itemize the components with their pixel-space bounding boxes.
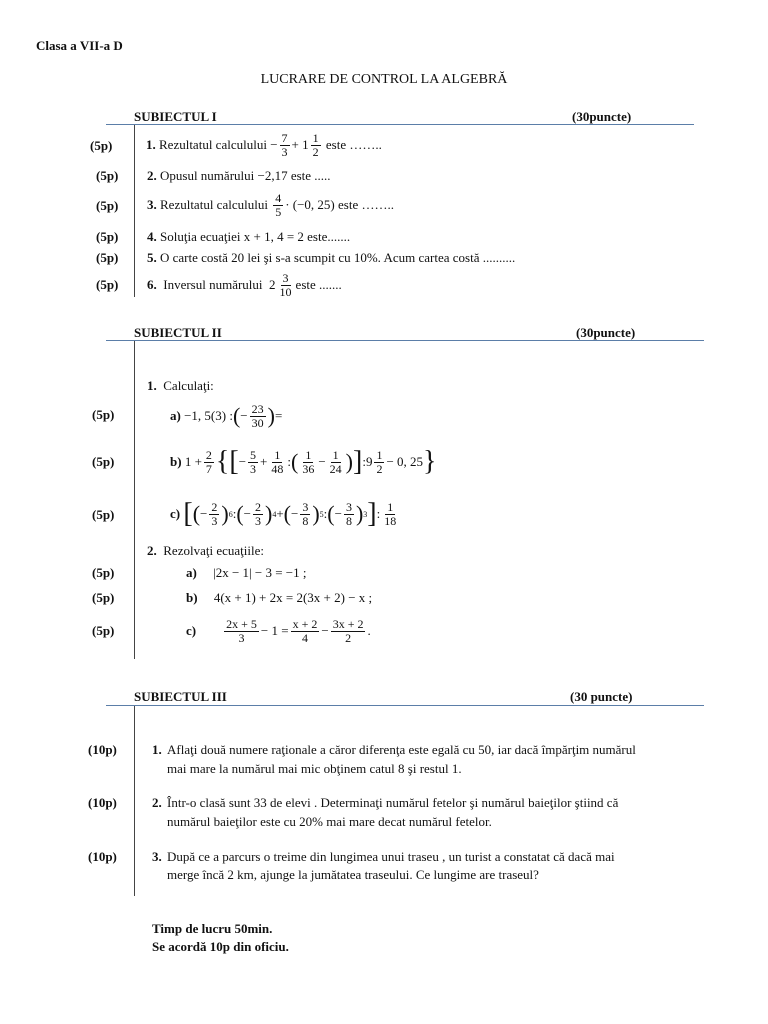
item-text: Rezultatul calculului xyxy=(160,197,268,212)
points-label: (5p) xyxy=(96,277,119,292)
section2-title: SUBIECTUL II xyxy=(134,325,222,340)
section2-divider xyxy=(106,340,704,341)
item-text: Rezultatul calculului xyxy=(159,137,267,152)
item-number: 4. xyxy=(147,229,157,244)
math-expr: −1, 5(3) : xyxy=(184,408,233,423)
fraction: $\frac{2}{7}$ xyxy=(205,447,212,476)
section1-title: SUBIECTUL I xyxy=(134,109,217,124)
item-text: mai mare la numărul mai mic obţinem catul 8 şi restul 1. xyxy=(167,761,462,776)
item-text: Soluţia ecuaţiei x + 1, 4 = 2 este....... xyxy=(160,229,351,244)
item-number: 6. xyxy=(147,277,157,292)
math-expr: 1 + xyxy=(184,454,202,469)
section3-points: (30 puncte) xyxy=(570,689,633,704)
item-label: b) xyxy=(186,590,198,605)
section3-divider xyxy=(106,705,704,706)
fraction: $\frac{1}{24}$ xyxy=(329,447,342,476)
section3-margin-line xyxy=(134,706,135,896)
section1-margin-line xyxy=(134,125,135,297)
item-number: 1. xyxy=(147,378,157,393)
section2-q1a: a) −1, 5(3) : ( − $\frac{23}{30}$ ) = xyxy=(170,401,283,430)
item-number: 3. xyxy=(147,197,157,212)
section2-q1-heading xyxy=(147,378,214,394)
item-label: b) xyxy=(170,454,182,469)
fraction: $\frac{5}{3}$ xyxy=(250,447,257,476)
item-text: Aflaţi două numere raţionale a căror diferenţa este egală cu 50, iar dacă împărţim numărul xyxy=(167,742,636,757)
points-label: (5p) xyxy=(90,138,113,153)
section2-q1b: b) 1 + $\frac{2}{7}$ { [ − $\frac{5}{3}$ + $\frac{1}{48}$ : ( $\frac{1}{36}$ − $\frac{1}{24}$ ) ] : 9 $\frac{1}{2}$ − 0, 25 } xyxy=(170,446,437,477)
item-number: 5. xyxy=(147,250,157,265)
item-text: este …….. xyxy=(338,197,394,212)
bonus-note: Se acordă 10p din oficiu. xyxy=(152,939,289,954)
exponent: 5 xyxy=(319,509,324,519)
fraction: $\frac{4}{5}$ xyxy=(275,190,282,219)
fraction: $\frac{x + 2}{4}$ xyxy=(292,616,318,645)
item-text: Calculaţi: xyxy=(163,378,214,393)
exponent: 6 xyxy=(228,509,233,519)
math-expr: = xyxy=(274,408,283,423)
section2-q2a xyxy=(186,565,307,581)
points-label: (10p) xyxy=(88,795,117,810)
points-label: (5p) xyxy=(96,229,119,244)
math-expr: − xyxy=(321,623,329,638)
points-label: (5p) xyxy=(92,590,115,605)
time-note: Timp de lucru 50min. xyxy=(152,921,273,936)
item-label: a) xyxy=(170,408,181,423)
points-label: (5p) xyxy=(92,565,115,580)
points-label: (5p) xyxy=(92,507,115,522)
fraction: $\frac{3}{8}$ xyxy=(302,499,309,528)
fraction: $\frac{7}{3}$ xyxy=(281,130,288,159)
item-text: Într-o clasă sunt 33 de elevi . Determinaţi numărul fetelor şi numărul baieţilor ştiind că xyxy=(167,795,619,810)
item-number: 2. xyxy=(147,168,157,183)
points-label: (5p) xyxy=(92,407,115,422)
section2-q1c: c) [ ( − $\frac{2}{3}$ ) 6 : ( − $\frac{2}{3}$ ) 4 + ( − $\frac{3}{8}$ ) 5 : ( − $\frac{3}{8}$ ) 3 ] : $\frac{1}{18}$ xyxy=(170,498,397,529)
item-number: 1. xyxy=(146,137,156,152)
item-text: numărul baieţilor este cu 20% mai mare decat numărul fetelor. xyxy=(167,814,492,829)
exponent: 3 xyxy=(363,509,368,519)
points-label: (10p) xyxy=(88,742,117,757)
item-text: Rezolvaţi ecuaţiile: xyxy=(163,543,264,558)
item-number: 2. xyxy=(152,795,162,810)
item-number: 2. xyxy=(147,543,157,558)
section1-divider xyxy=(106,124,694,125)
math-expr: + 1 xyxy=(291,137,309,152)
item-text: este ....... xyxy=(295,277,342,292)
math-expr: − 0, 25 xyxy=(386,454,424,469)
section2-q2c xyxy=(186,611,371,651)
section1-points: (30puncte) xyxy=(572,109,632,124)
fraction: $\frac{1}{48}$ xyxy=(271,447,284,476)
section2-q2-heading xyxy=(147,543,264,559)
section2-margin-line xyxy=(134,341,135,659)
fraction: $\frac{1}{2}$ xyxy=(376,447,383,476)
section3-title: SUBIECTUL III xyxy=(134,689,227,704)
points-label: (5p) xyxy=(96,250,119,265)
math-expr: . xyxy=(367,623,371,638)
item-text: Opusul numărului −2,17 este ..... xyxy=(160,168,331,183)
points-label: (5p) xyxy=(92,623,115,638)
item-text: este …….. xyxy=(325,137,382,152)
points-label: (5p) xyxy=(92,454,115,469)
item-label: c) xyxy=(186,623,197,638)
points-label: (5p) xyxy=(96,198,119,213)
item-number: 1. xyxy=(152,742,162,757)
fraction: $\frac{2}{3}$ xyxy=(254,499,261,528)
fraction: $\frac{23}{30}$ xyxy=(251,401,264,430)
class-label: Clasa a VII-a D xyxy=(36,38,123,53)
math-expr: |2x − 1| − 3 = −1 ; xyxy=(213,565,307,580)
math-expr: 4(x + 1) + 2x = 2(3x + 2) − x ; xyxy=(213,590,373,605)
points-label: (10p) xyxy=(88,849,117,864)
fraction: $\frac{2}{3}$ xyxy=(211,499,218,528)
math-expr: − 1 = xyxy=(260,623,289,638)
math-sign: − xyxy=(270,137,278,152)
item-label: c) xyxy=(170,506,181,521)
fraction: $\frac{3x + 2}{2}$ xyxy=(332,616,364,645)
item-text: merge încă 2 km, ajunge la jumătatea traseului. Ce lungime are traseul? xyxy=(167,867,539,882)
item-text: După ce a parcurs o treime din lungimea unui traseu , un turist a constatat că dacă mai xyxy=(167,849,615,864)
fraction: $\frac{1}{18}$ xyxy=(384,499,397,528)
item-label: a) xyxy=(186,565,197,580)
fraction: $\frac{1}{36}$ xyxy=(302,447,315,476)
math-whole: 9 xyxy=(365,454,373,469)
section2-points: (30puncte) xyxy=(576,325,636,340)
fraction: $\frac{3}{10}$ xyxy=(279,270,292,299)
item-text: O carte costă 20 lei şi s-a scumpit cu 10%. Acum cartea costă .......... xyxy=(160,250,516,265)
item-text: Inversul numărului xyxy=(163,277,263,292)
points-label: (5p) xyxy=(96,168,119,183)
fraction: $\frac{2x + 5}{3}$ xyxy=(226,616,257,645)
page-title: LUCRARE DE CONTROL LA ALGEBRĂ xyxy=(260,72,508,87)
exponent: 4 xyxy=(272,509,277,519)
item-number: 3. xyxy=(152,849,162,864)
section2-q2b xyxy=(186,590,372,606)
math-whole: 2 xyxy=(269,277,276,292)
fraction: $\frac{1}{2}$ xyxy=(312,130,319,159)
math-expr: · (−0, 25) xyxy=(285,197,335,212)
fraction: $\frac{3}{8}$ xyxy=(345,499,352,528)
